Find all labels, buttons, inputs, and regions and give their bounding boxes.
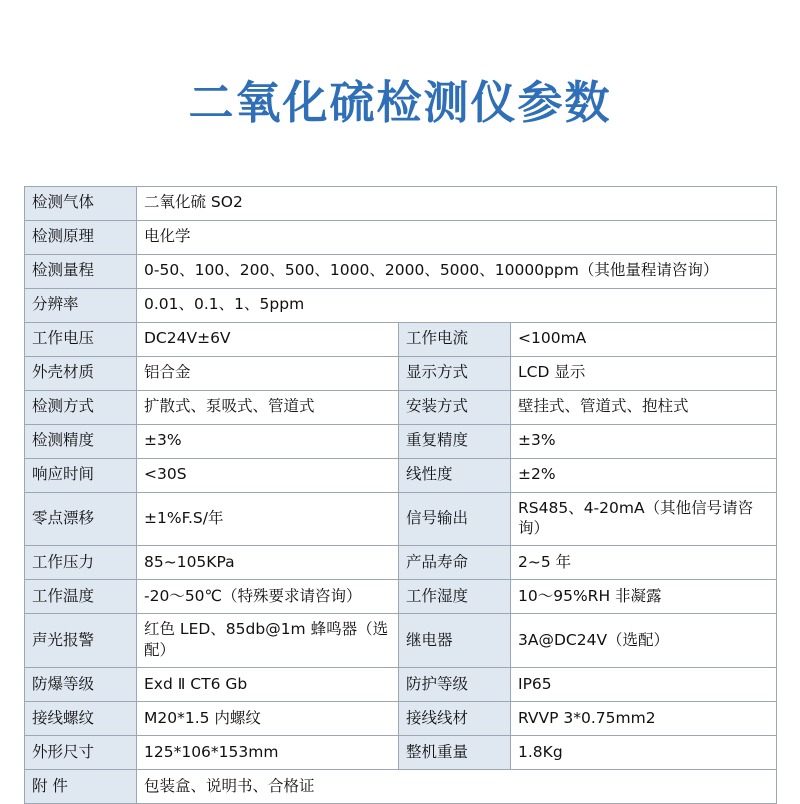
- row-label-right: 继电器: [399, 614, 511, 668]
- row-value-left: DC24V±6V: [137, 322, 399, 356]
- row-label-left: 外形尺寸: [25, 736, 137, 770]
- row-label-right: 安装方式: [399, 390, 511, 424]
- row-value-left: 红色 LED、85db@1m 蜂鸣器（选配）: [137, 614, 399, 668]
- row-label-right: 防护等级: [399, 668, 511, 702]
- row-value-right: ±3%: [511, 424, 777, 458]
- row-value-right: 10～95%RH 非凝露: [511, 580, 777, 614]
- row-label-left: 零点漂移: [25, 492, 137, 546]
- row-label-right: 产品寿命: [399, 546, 511, 580]
- table-row: [25, 492, 777, 546]
- row-value-right: 1.8Kg: [511, 736, 777, 770]
- table-row: [25, 702, 777, 736]
- spec-table-body: [25, 186, 777, 804]
- row-label-left: 检测精度: [25, 424, 137, 458]
- row-label: 附 件: [25, 770, 137, 804]
- row-value-left: 125*106*153mm: [137, 736, 399, 770]
- row-value: 0.01、0.1、1、5ppm: [137, 288, 777, 322]
- row-value: 0-50、100、200、500、1000、2000、5000、10000ppm（其他量程请咨询）: [137, 254, 777, 288]
- table-row: [25, 614, 777, 668]
- row-value-left: 85~105KPa: [137, 546, 399, 580]
- row-label-left: 检测方式: [25, 390, 137, 424]
- row-value-left: Exd Ⅱ CT6 Gb: [137, 668, 399, 702]
- row-value-right: 3A@DC24V（选配）: [511, 614, 777, 668]
- table-row: [25, 288, 777, 322]
- row-value-left: 铝合金: [137, 356, 399, 390]
- page-title: 二氧化硫检测仪参数: [0, 0, 800, 128]
- table-row: [25, 254, 777, 288]
- row-label: 检测气体: [25, 186, 137, 220]
- row-value-right: RS485、4-20mA（其他信号请咨 询）: [511, 492, 777, 546]
- row-label-right: 工作电流: [399, 322, 511, 356]
- spec-table: [24, 186, 777, 804]
- table-row: [25, 220, 777, 254]
- row-label: 检测原理: [25, 220, 137, 254]
- row-label-right: 工作湿度: [399, 580, 511, 614]
- row-value-right: LCD 显示: [511, 356, 777, 390]
- row-label-right: 接线线材: [399, 702, 511, 736]
- spec-table-wrapper: [24, 186, 776, 804]
- row-value-right: RVVP 3*0.75mm2: [511, 702, 777, 736]
- row-label-right: 显示方式: [399, 356, 511, 390]
- table-row: [25, 458, 777, 492]
- row-value-left: ±1%F.S/年: [137, 492, 399, 546]
- table-row: [25, 546, 777, 580]
- row-label-left: 工作电压: [25, 322, 137, 356]
- row-label-right: 重复精度: [399, 424, 511, 458]
- table-row: [25, 356, 777, 390]
- row-label-left: 防爆等级: [25, 668, 137, 702]
- row-value: 二氧化硫 SO2: [137, 186, 777, 220]
- row-value-right: 壁挂式、管道式、抱柱式: [511, 390, 777, 424]
- row-label-left: 声光报警: [25, 614, 137, 668]
- row-label-left: 工作温度: [25, 580, 137, 614]
- table-row: [25, 186, 777, 220]
- table-row: [25, 424, 777, 458]
- row-label-left: 响应时间: [25, 458, 137, 492]
- row-value-left: 扩散式、泵吸式、管道式: [137, 390, 399, 424]
- table-row: [25, 390, 777, 424]
- row-label-left: 外壳材质: [25, 356, 137, 390]
- row-value-left: M20*1.5 内螺纹: [137, 702, 399, 736]
- row-value: 包装盒、说明书、合格证: [137, 770, 777, 804]
- table-row: [25, 736, 777, 770]
- row-label-right: 信号输出: [399, 492, 511, 546]
- row-label-right: 整机重量: [399, 736, 511, 770]
- row-value-left: <30S: [137, 458, 399, 492]
- table-row: [25, 322, 777, 356]
- row-value-right: IP65: [511, 668, 777, 702]
- row-value-right: 2~5 年: [511, 546, 777, 580]
- table-row: [25, 770, 777, 804]
- row-label-right: 线性度: [399, 458, 511, 492]
- row-label-left: 工作压力: [25, 546, 137, 580]
- row-label: 检测量程: [25, 254, 137, 288]
- row-value-right: <100mA: [511, 322, 777, 356]
- row-value-left: ±3%: [137, 424, 399, 458]
- row-value-right: ±2%: [511, 458, 777, 492]
- row-value: 电化学: [137, 220, 777, 254]
- row-label-left: 接线螺纹: [25, 702, 137, 736]
- row-value-left: -20～50℃（特殊要求请咨询）: [137, 580, 399, 614]
- row-label: 分辨率: [25, 288, 137, 322]
- table-row: [25, 668, 777, 702]
- table-row: [25, 580, 777, 614]
